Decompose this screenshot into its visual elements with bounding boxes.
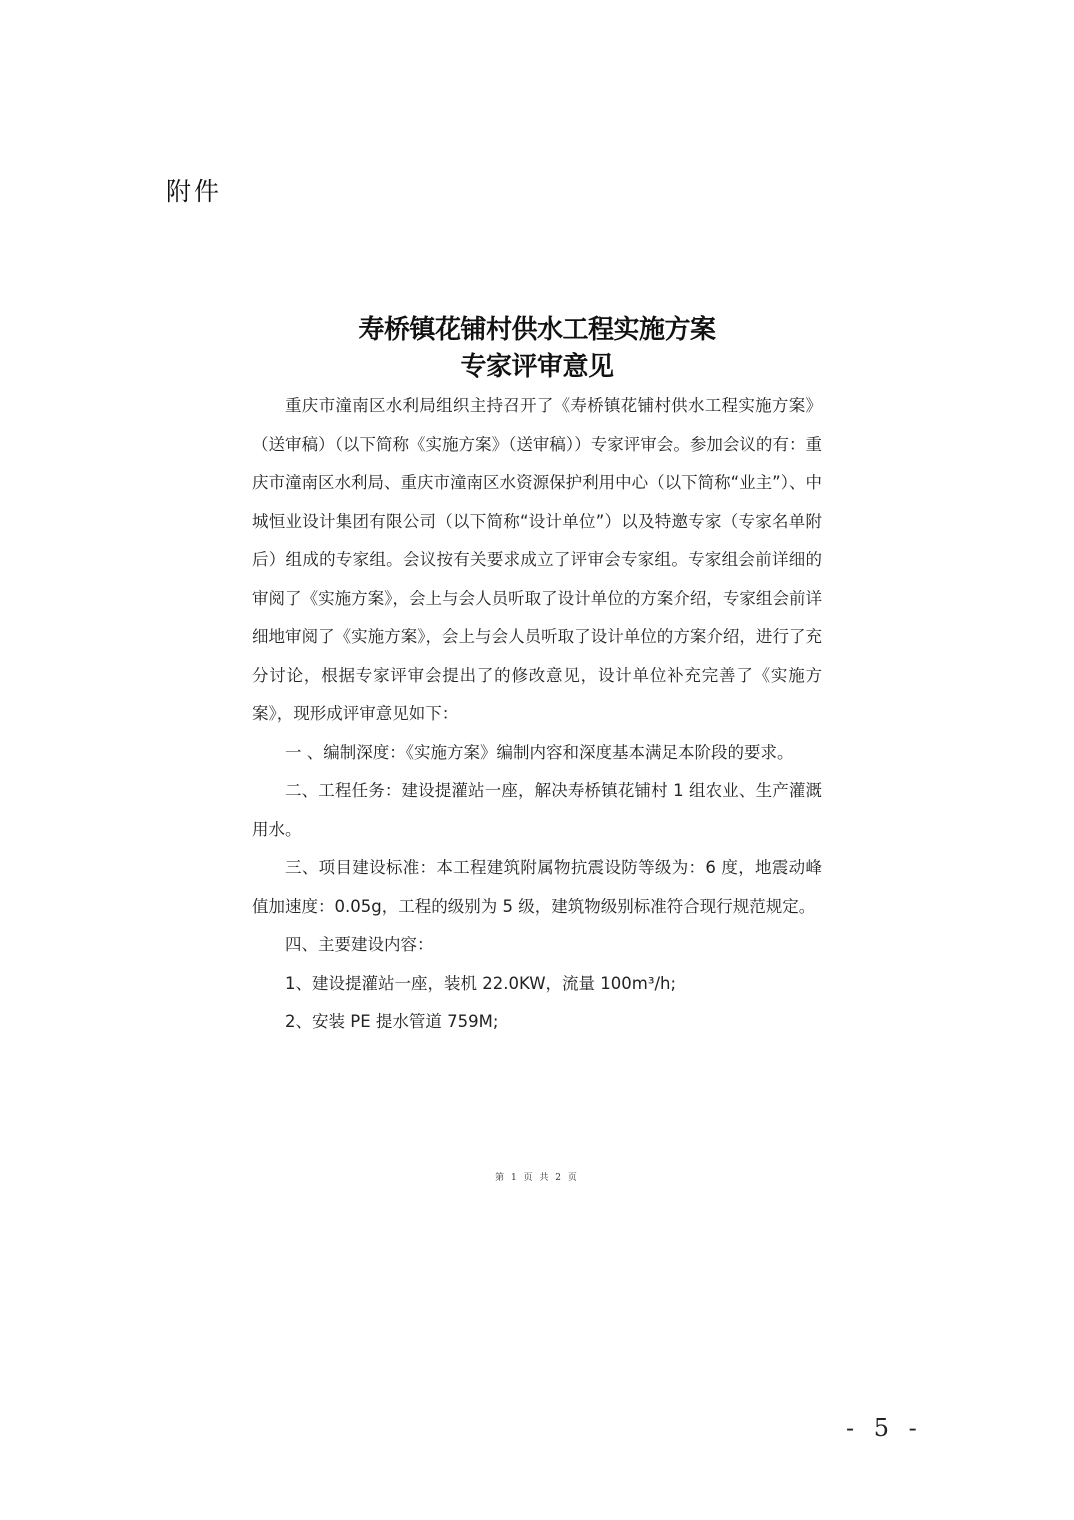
page-number: - 5 - — [846, 1414, 923, 1442]
paragraph-project-task: 二、工程任务：建设提灌站一座，解决寿桥镇花铺村 1 组农业、生产灌溉用水。 — [252, 781, 822, 839]
intro-paragraph: 重庆市潼南区水利局组织主持召开了《寿桥镇花铺村供水工程实施方案》（送审稿）（以下简称《实施方案》（送审稿））专家评审会。参加会议的有：重庆市潼南区水利局、重庆市潼南区水资源保护利用中心（以下简称“业主”）、中城恒业设计集团有限公司（以下简称“设计单位”）以及特邀专家（专家名单附后）组成的专家组。会议按有关要求成立了评审会专家组。专家组会前详细的审阅了《实施方案》，会上与会人员听取了设计单位的方案介绍，专家组会前详细地审阅了《实施方案》，会上与会人员听取了设计单位的方案介绍，进行了充分讨论，根据专家评审会提出了的修改意见，设计单位补充完善了《实施方案》，现形成评审意见如下： — [252, 396, 822, 723]
list-item: 1、建设提灌站一座，装机 22.0KW，流量 100m³/h; — [285, 973, 677, 993]
paragraph-compilation-depth: 一 、编制深度：《实施方案》编制内容和深度基本满足本阶段的要求。 — [285, 742, 794, 762]
document-title — [252, 312, 822, 386]
paragraph-main-content-heading: 四、主要建设内容： — [285, 935, 434, 954]
attachment-label: 附件 — [166, 177, 223, 206]
paragraph-construction-standard: 三、项目建设标准：本工程建筑附属物抗震设防等级为：6 度，地震动峰值加速度：0.05g，工程的级别为 5 级，建筑物级别标准符合现行规范规定。 — [252, 858, 822, 916]
document-body — [252, 312, 822, 1042]
title-line-2: 专家评审意见 — [460, 352, 614, 382]
inner-page-counter: 第 1 页 共 2 页 — [495, 1173, 579, 1183]
title-line-1: 寿桥镇花铺村供水工程实施方案 — [358, 315, 716, 345]
list-item: 2、安装 PE 提水管道 759M; — [285, 1012, 499, 1031]
